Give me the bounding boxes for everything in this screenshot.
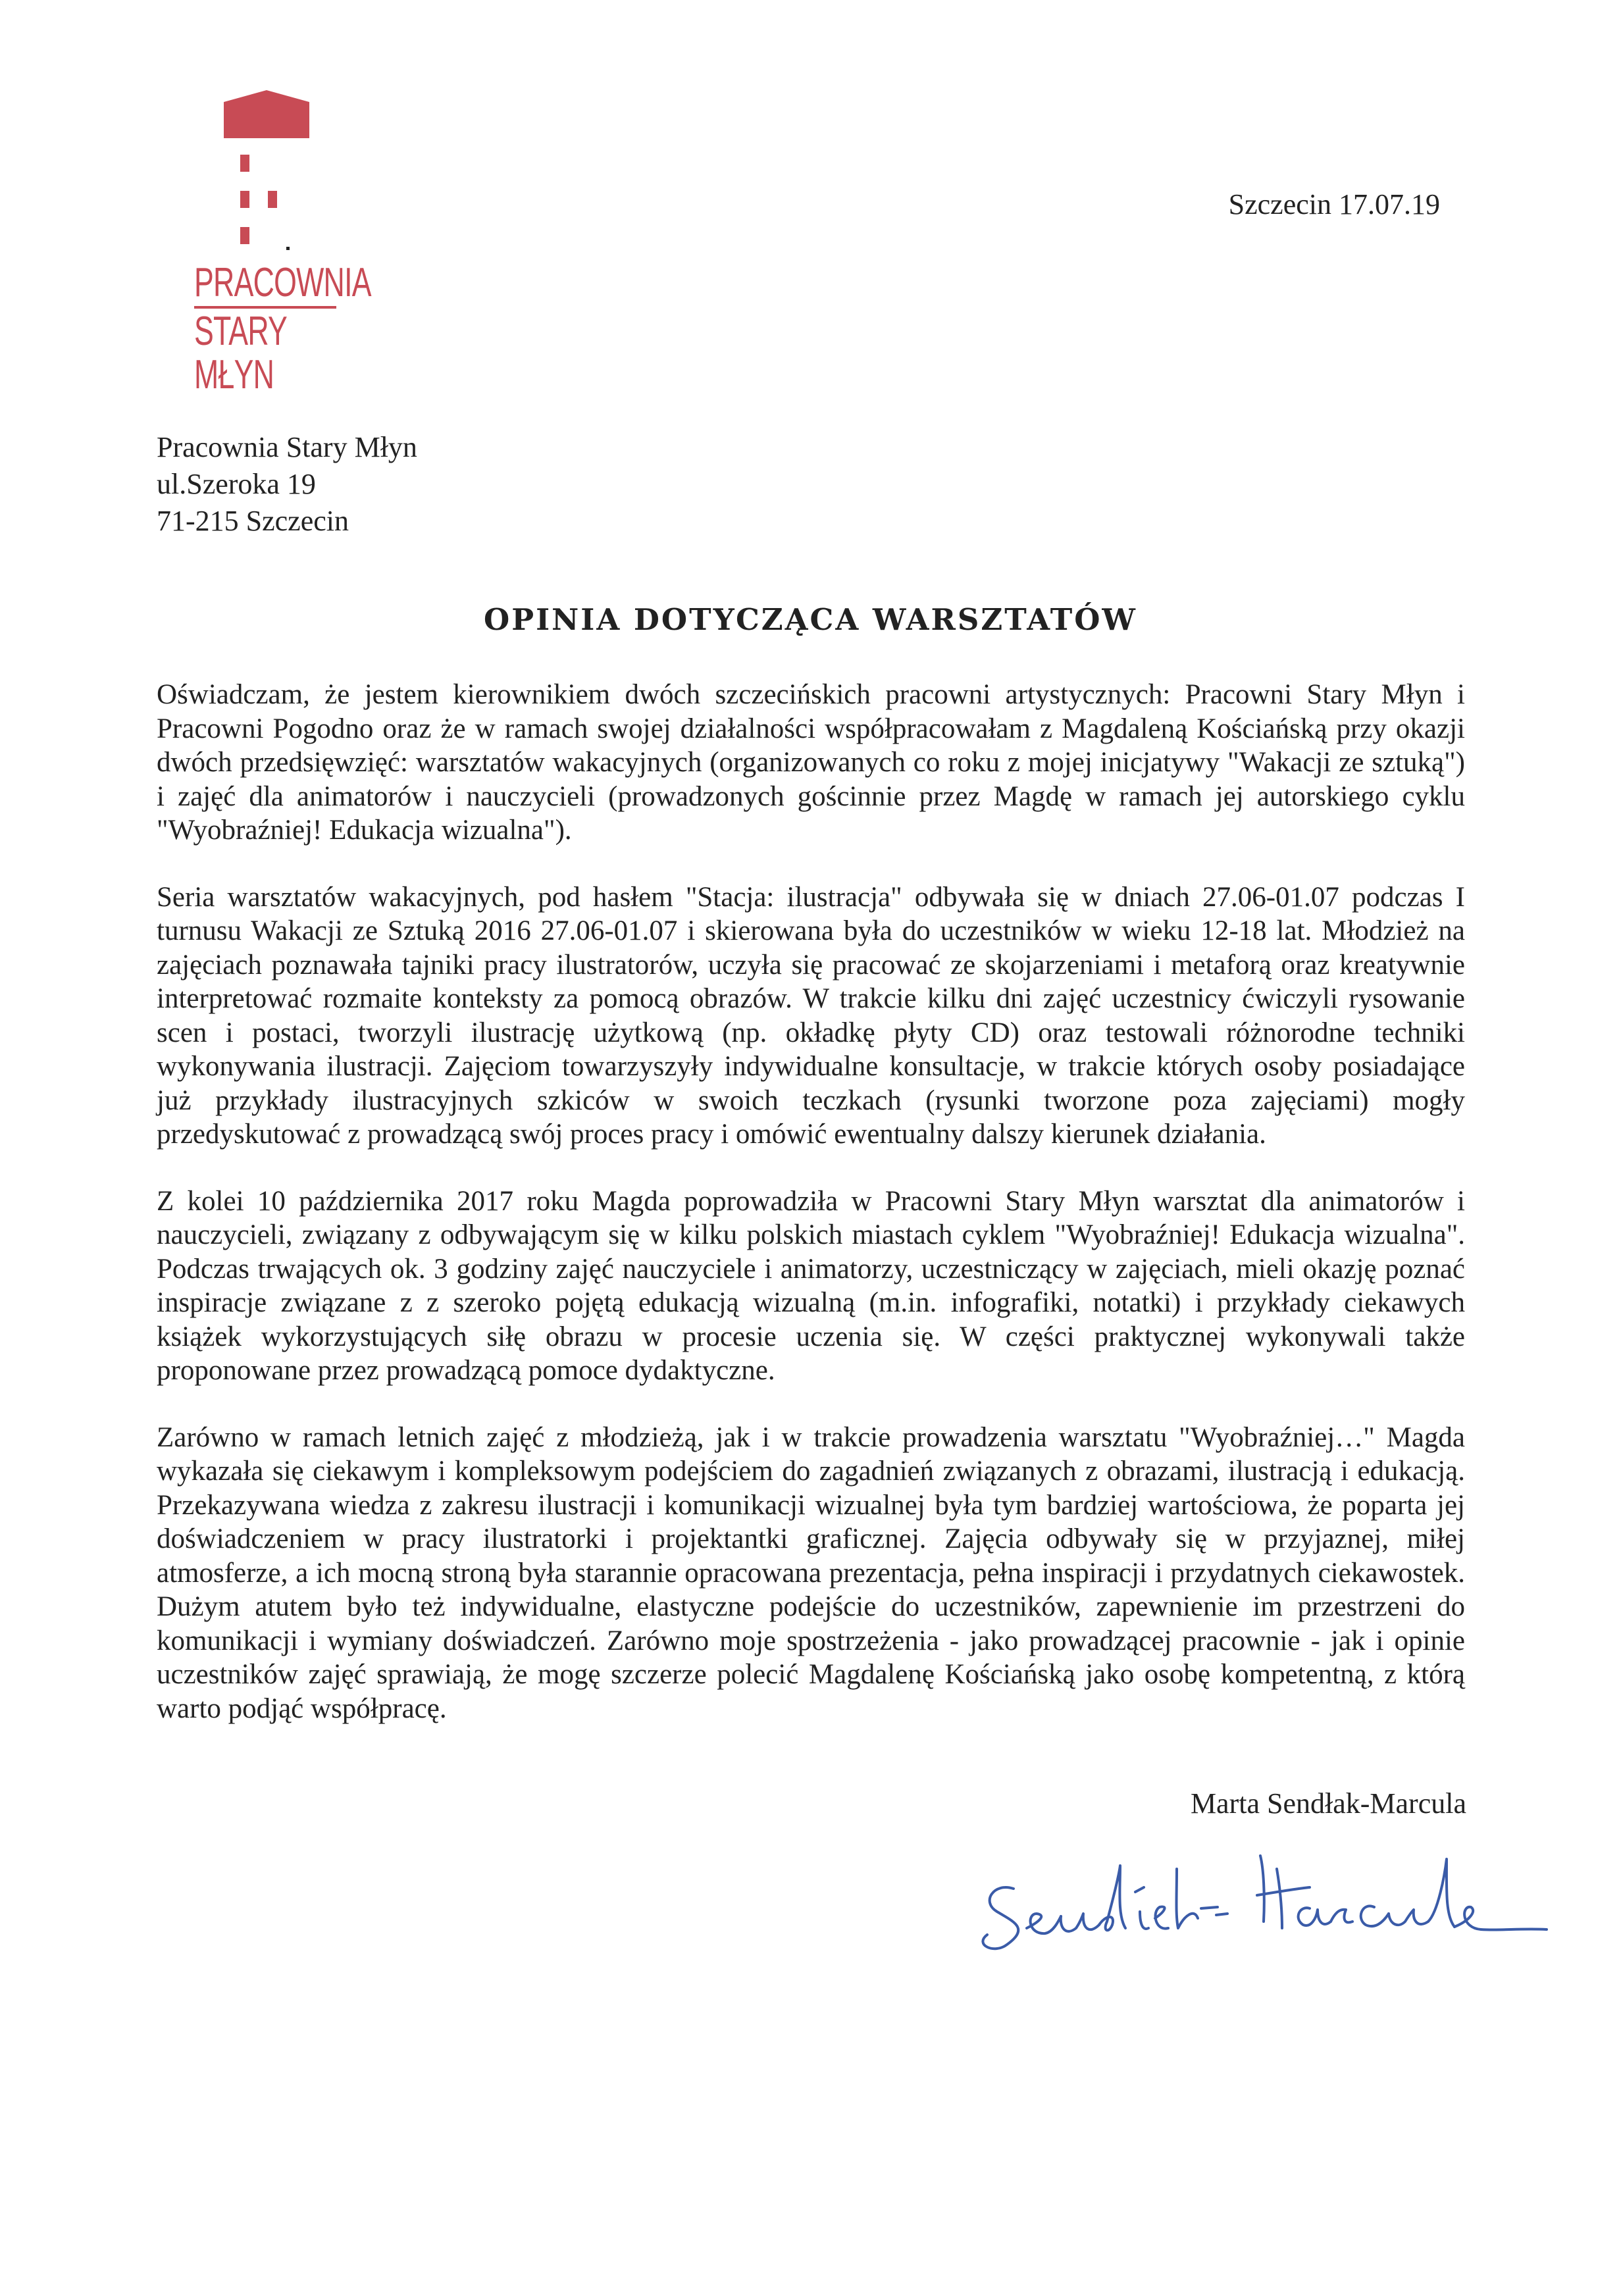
paragraph-2: Seria warsztatów wakacyjnych, pod hasłem "Stacja: ilustracja" odbywała się w dniach 27.06-01.07 podczas I turnusu Wakacji ze Sztuką 2016 27.06-01.07 i skierowana była do uczestników w wieku 12-18 lat. Młodzież na zajęciach poznawała tajniki pracy ilustratorów, uczyła się pracować ze skojarzeniami i metaforą oraz kreatywnie interpretować rozmaite konteksty za pomocą obrazów. W trakcie kilku dni zajęć uczestnicy ćwiczyli rysowanie scen i postaci, tworzyli ilustrację użytkową (np. okładkę płyty CD) oraz testowali różnorodne techniki wykonywania ilustracji. Zajęciom towarzyszyły indywidualne konsultacje, w trakcie których osoby posiadające już przykłady ilustracyjnych szkiców w swoich teczkach (rysunki tworzone poza zajęciami) mogły przedyskutować z prowadzącą swój proces pracy i omówić ewentualny dalszy kierunek działania. bbox=[157, 881, 1465, 1150]
address-line-name: Pracownia Stary Młyn bbox=[157, 431, 417, 463]
letter-body bbox=[157, 678, 1465, 1758]
mill-logo-icon bbox=[220, 89, 313, 253]
address-line-city: 71-215 Szczecin bbox=[157, 505, 349, 537]
letter-title: OPINIA DOTYCZĄCA WARSZTATÓW bbox=[484, 602, 1137, 637]
signatory-name: Marta Sendłak-Marcula bbox=[1190, 1787, 1466, 1820]
paragraph-4: Zarówno w ramach letnich zajęć z młodzieżą, jak i w trakcie prowadzenia warsztatu "Wyobraźniej…" Magda wykazała się ciekawym i kompleksowym podejściem do zagadnień związanych z obrazami, ilustracją i edukacją. Przekazywana wiedza z zakresu ilustracji i komunikacji wizualnej była tym bardziej wartościowa, że poparta jej doświadczeniem w pracy ilustratorki i projektantki graficznej. Zajęcia odbywały się w przyjaznej, miłej atmosferze, a ich mocną stroną była starannie opracowana prezentacja, pełna inspiracji i przydatnych ciekawostek. Dużym atutem było też indywidualne, elastyczne podejście do uczestników, zapewnienie im przestrzeni do komunikacji i wymiany doświadczeń. Zarówno moje spostrzeżenia - jako prowadzącej pracownie - jak i opinie uczestników zajęć sprawiają, że mogę szczerze polecić Magdalenę Kościańską jako osobę kompetentną, z którą warto podjąć współpracę. bbox=[157, 1421, 1465, 1724]
logo bbox=[194, 89, 371, 397]
logo-line-1: PRACOWNIA bbox=[194, 260, 371, 305]
sender-address bbox=[157, 429, 417, 540]
letter-date: Szczecin 17.07.19 bbox=[1228, 188, 1440, 220]
handwritten-signature bbox=[967, 1829, 1573, 1968]
paragraph-3: Z kolei 10 października 2017 roku Magda poprowadziła w Pracowni Stary Młyn warsztat dla animatorów i nauczycieli, związany z odbywającym się w kilku polskich miastach cyklem "Wyobraźniej! Edukacja wizualna". Podczas trwających ok. 3 godziny zajęć nauczyciele i animatorzy, uczestniczący w zajęciach, mieli okazję poznać inspiracje związane z z szeroko pojętą edukacją wizualną (m.in. infografiki, notatki) i przykłady ciekawych książek wykorzystujących siłę obrazu w procesie uczenia się. W części praktycznej wykonywali także proponowane przez prowadzącą pomoce dydaktyczne. bbox=[157, 1185, 1465, 1386]
address-line-street: ul.Szeroka 19 bbox=[157, 468, 316, 500]
logo-text bbox=[194, 260, 371, 397]
paragraph-1: Oświadczam, że jestem kierownikiem dwóch szczecińskich pracowni artystycznych: Pracowni Stary Młyn i Pracowni Pogodno oraz że w ramach swojej działalności współpracowałam z Magdaleną Kościańską przy okazji dwóch przedsięwzięć: warsztatów wakacyjnych (organizowanych co roku z mojej inicjatywy "Wakacji ze sztuką") i zajęć dla animatorów i nauczycieli (prowadzonych gościnnie przez Magdę w ramach jej autorskiego cyklu "Wyobraźniej! Edukacja wizualna"). bbox=[157, 679, 1465, 846]
logo-line-2: STARY MŁYN bbox=[194, 306, 336, 397]
